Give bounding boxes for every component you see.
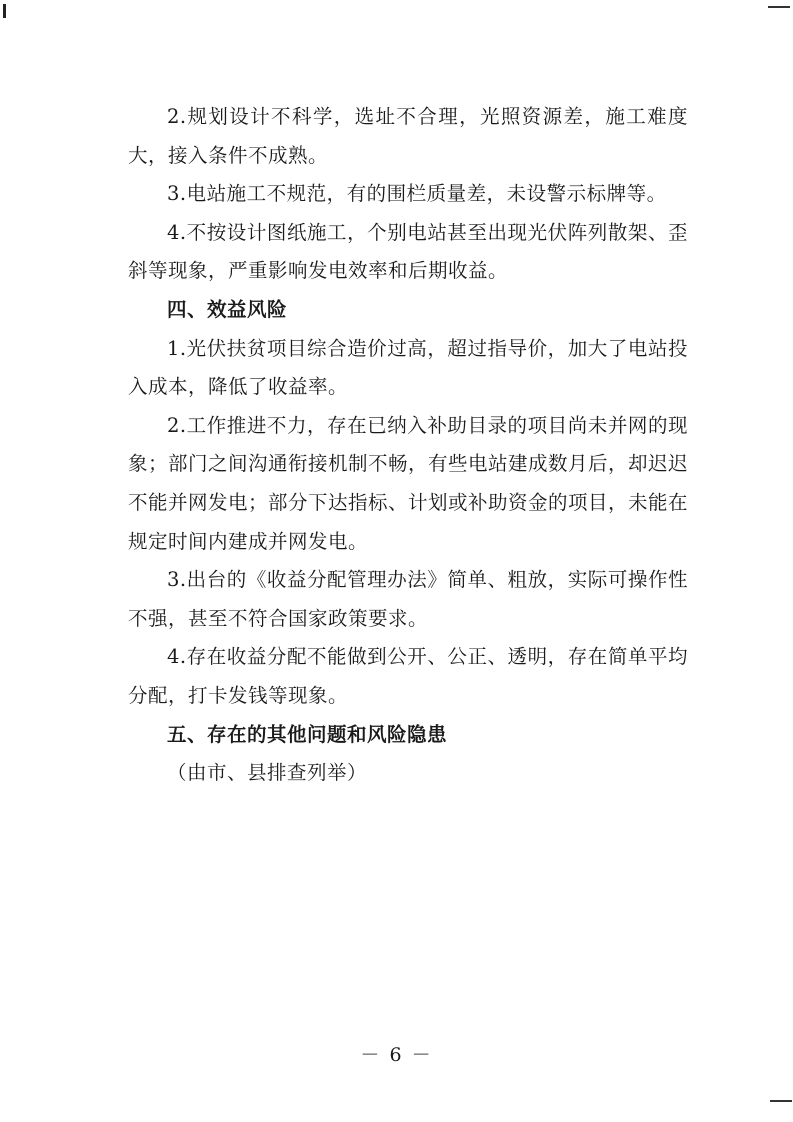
scan-mark-top-left	[3, 4, 6, 18]
paragraph-3-construction: 3.电站施工不规范，有的围栏质量差，未设警示标牌等。	[167, 182, 667, 206]
paragraph-1-cost: 1.光伏扶贫项目综合造价过高，超过指导价，加大了电站投入成本，降低了收益率。	[128, 336, 688, 399]
section-heading-benefit-risk: 四、效益风险	[167, 297, 288, 321]
section-heading-other-risks: 五、存在的其他问题和风险隐患	[167, 722, 448, 746]
paragraph-2-progress: 2.工作推进不力，存在已纳入补助目录的项目尚未并网的现象；部门之间沟通衔接机制不畅，有些电站建成数月后，却迟迟不能并网发电；部分下达指标、计划或补助资金的项目，未能在规定时间内建成并网发电。	[128, 413, 689, 553]
scan-mark-top-right	[768, 6, 790, 8]
paragraph-note: （由市、县排查列举）	[167, 761, 368, 785]
paragraph-3-distribution-rules: 3.出台的《收益分配管理办法》简单、粗放，实际可操作性不强，甚至不符合国家政策要求。	[128, 568, 688, 630]
paragraph-2-design: 2.规划设计不科学，选址不合理，光照资源差，施工难度大，接入条件不成熟。	[128, 105, 688, 167]
document-body	[128, 98, 688, 793]
paragraph-4-distribution-practice: 4.存在收益分配不能做到公开、公正、透明，存在简单平均分配，打卡发钱等现象。	[128, 645, 688, 707]
page-number: － 6 －	[360, 1044, 433, 1066]
scan-mark-bottom-right	[770, 1100, 792, 1102]
paragraph-4-drawings: 4.不按设计图纸施工，个别电站甚至出现光伏阵列散架、歪斜等现象，严重影响发电效率和后期收益。	[128, 220, 688, 283]
